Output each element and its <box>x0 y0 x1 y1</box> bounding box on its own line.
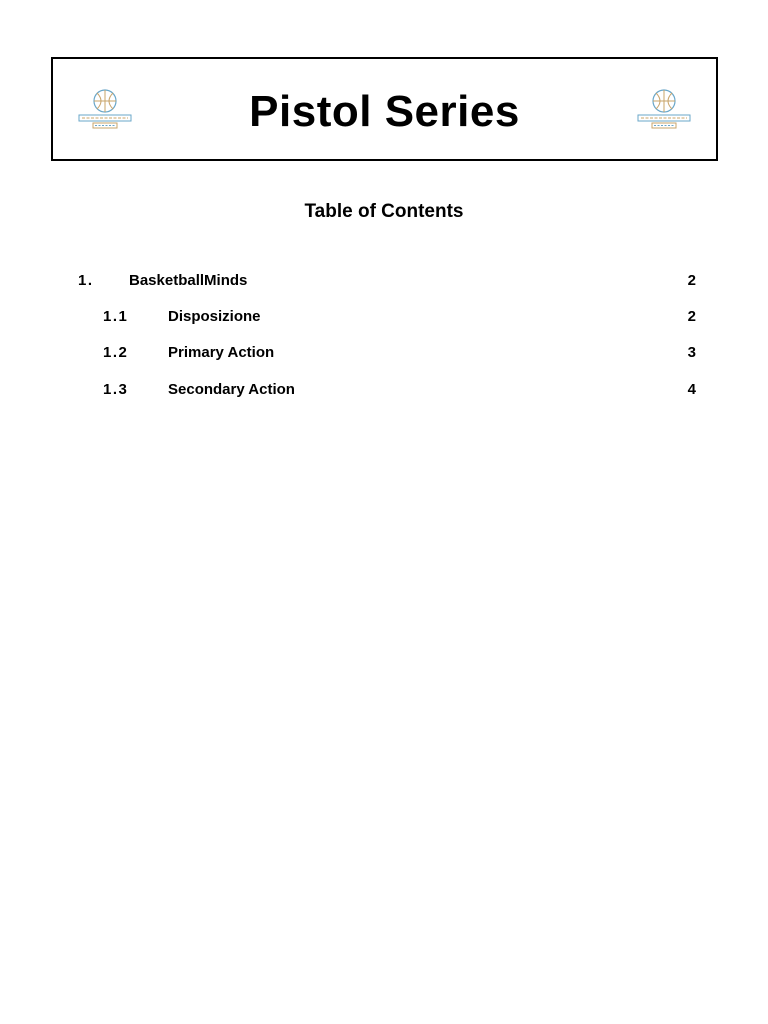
basketball-minds-logo-icon <box>636 87 692 133</box>
toc-entry-title: Primary Action <box>168 344 275 361</box>
toc-entry-number: 1.2 <box>103 344 129 361</box>
toc-entry-number: 1.1 <box>103 308 129 325</box>
toc-entry-title: BasketballMinds <box>129 272 248 289</box>
document-title: Pistol Series <box>249 87 520 136</box>
toc-entry-page: 3 <box>687 344 696 361</box>
title-header-box <box>51 57 718 161</box>
toc-entry[interactable] <box>0 270 768 292</box>
toc-heading: Table of Contents <box>304 201 464 222</box>
toc-entry-page: 2 <box>687 308 696 325</box>
toc-entry[interactable] <box>0 306 768 328</box>
toc-entry-number: 1. <box>78 272 94 289</box>
toc-entry[interactable] <box>0 379 768 401</box>
basketball-logo-graphic <box>636 87 692 133</box>
toc-entry-title: Secondary Action <box>168 381 295 398</box>
toc-entry-title: Disposizione <box>168 308 261 325</box>
toc-entry[interactable] <box>0 342 768 364</box>
toc-entry-number: 1.3 <box>103 381 129 398</box>
toc-entry-page: 4 <box>687 381 696 398</box>
toc-entry-page: 2 <box>687 272 696 289</box>
